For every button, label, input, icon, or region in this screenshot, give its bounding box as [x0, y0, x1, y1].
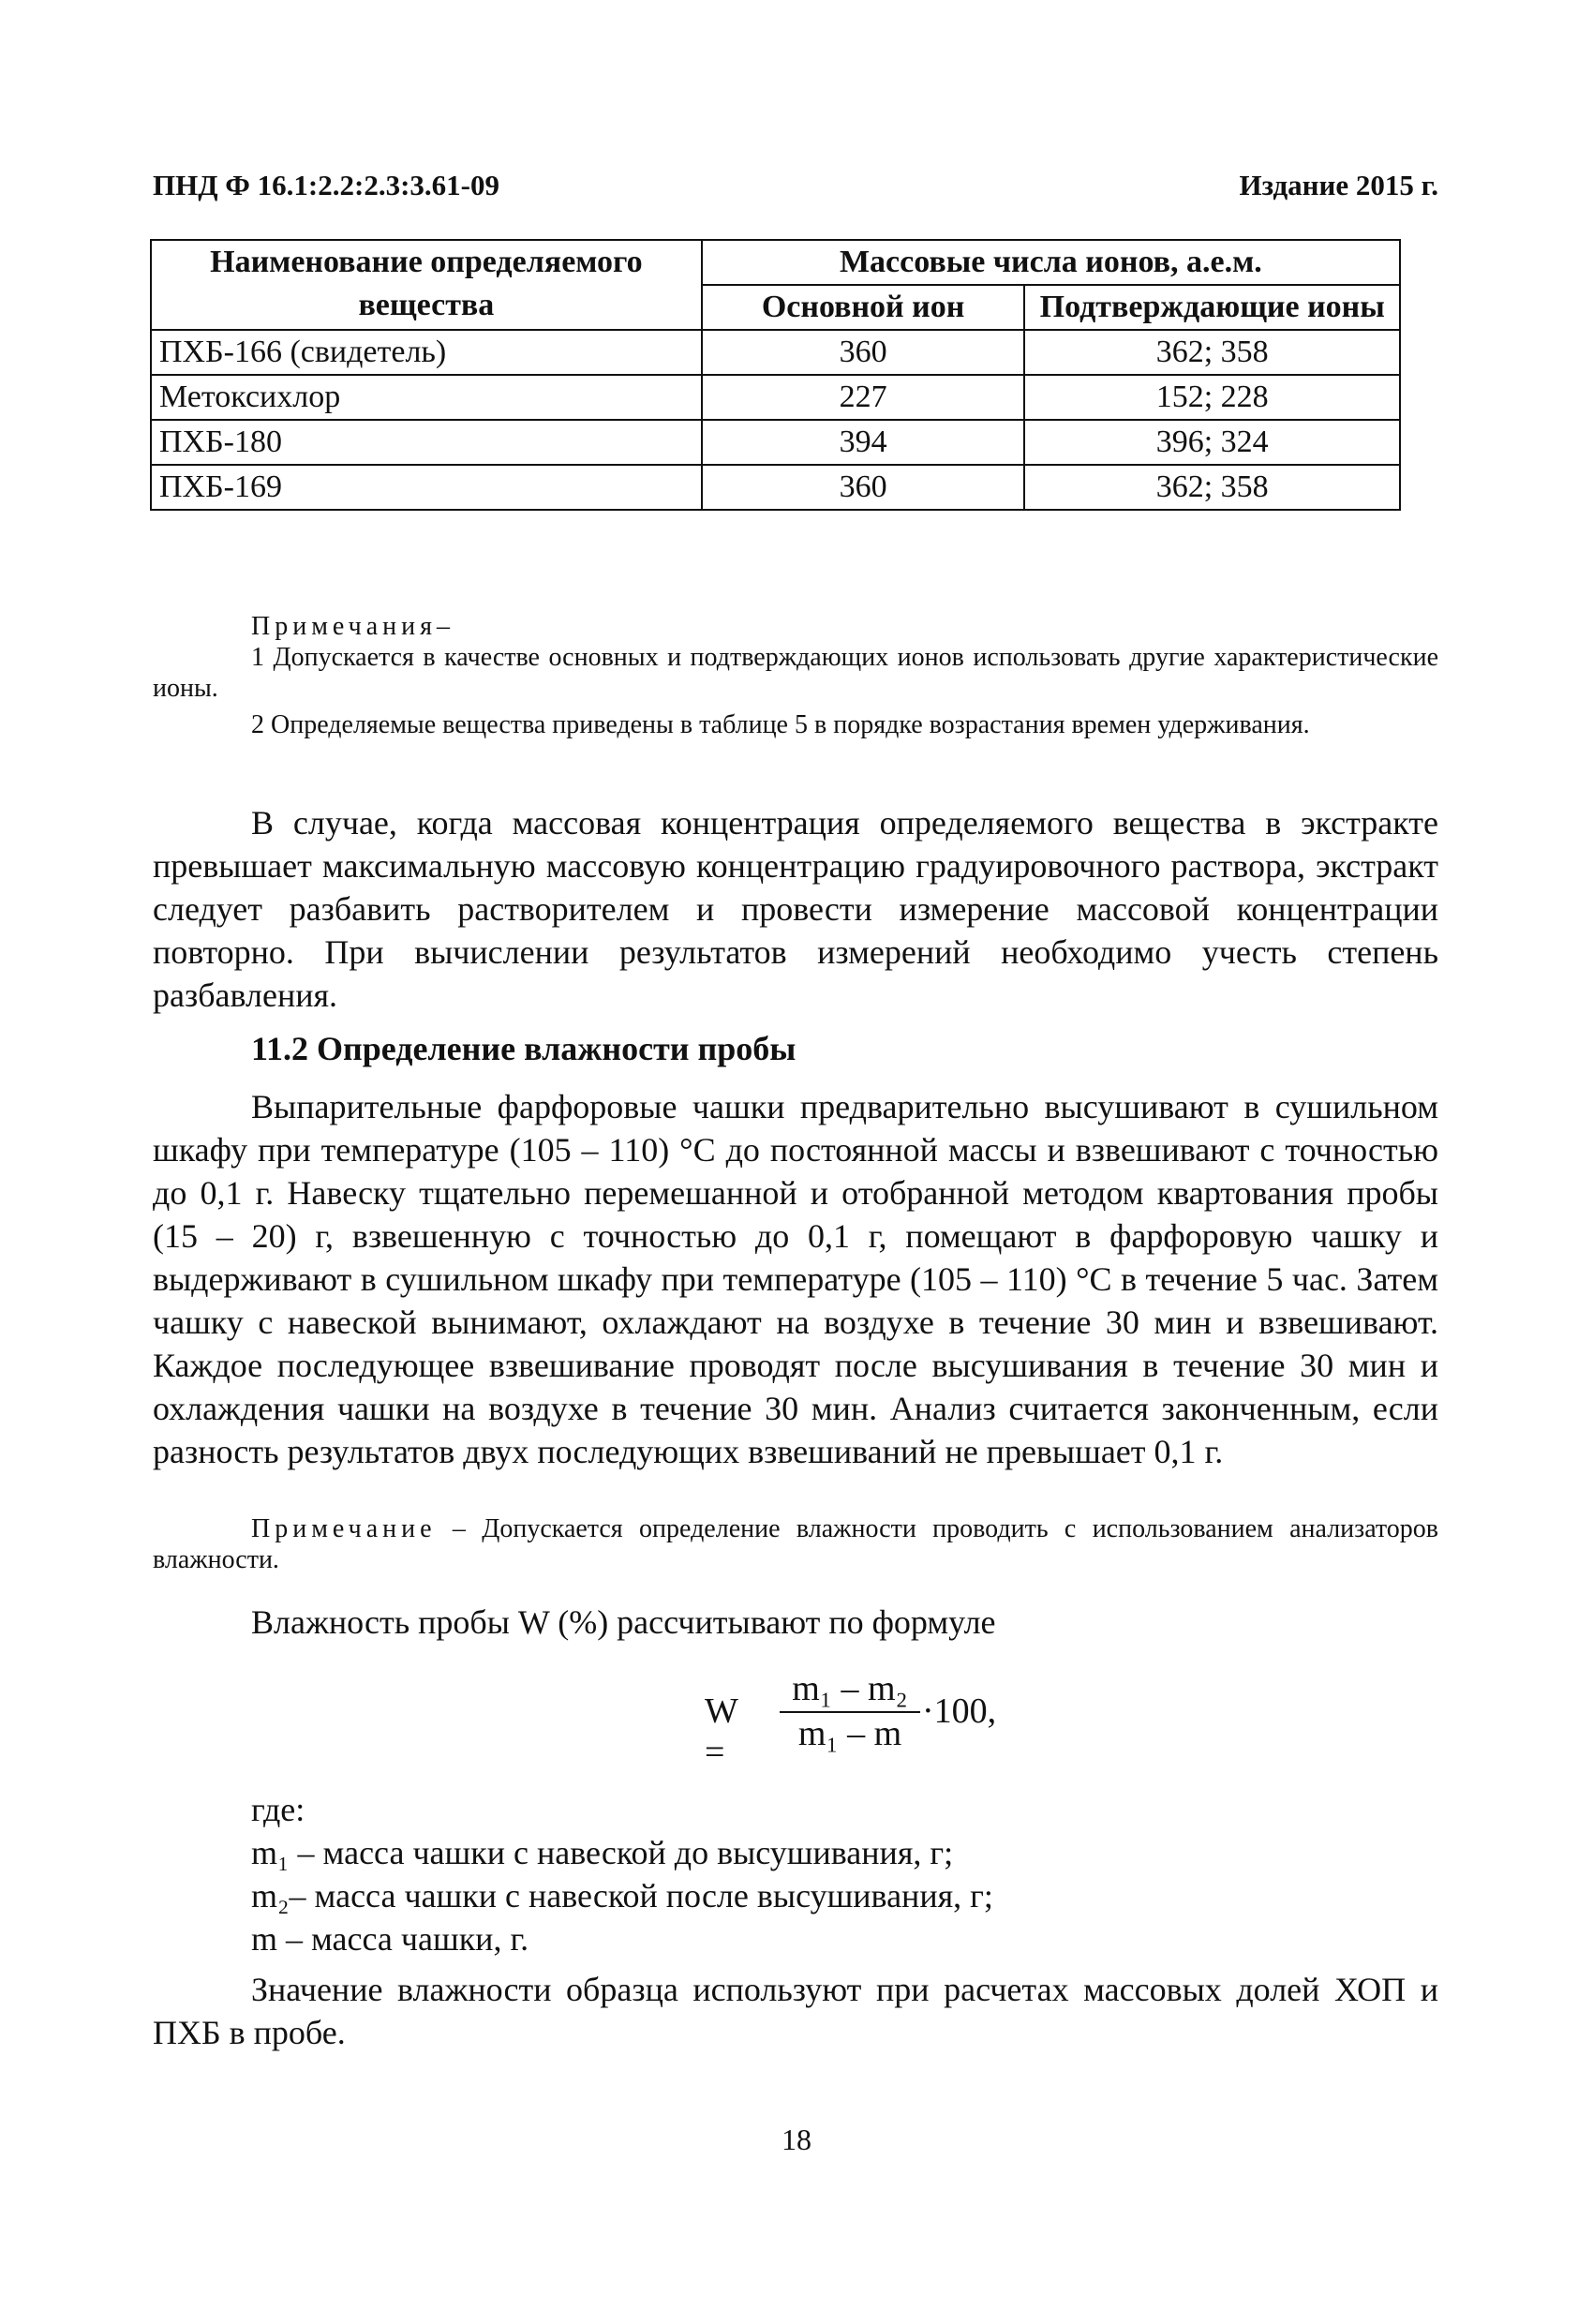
- moisture-note-text: – Допускается определение влажности проводить с использованием анализаторов влажности.: [153, 1514, 1438, 1574]
- mass-ions-table: [150, 239, 1401, 511]
- cell-main-ion: 227: [702, 375, 1025, 420]
- header-confirming-ions: Подтверждающие ионы: [1024, 285, 1400, 330]
- cell-confirming-ions: 362; 358: [1024, 465, 1400, 510]
- legend-label: где:: [251, 1791, 305, 1828]
- paragraph-final: Значение влажности образца используют при расчетах массовых долей ХОП и ПХБ в пробе.: [153, 1971, 1438, 2051]
- formula-intro: Влажность пробы W (%) рассчитывают по формуле: [251, 1603, 996, 1641]
- table-row: [151, 375, 1400, 420]
- legend-m: m – масса чашки, г.: [251, 1920, 529, 1958]
- table-row: [151, 420, 1400, 465]
- formula-denominator: m₁ – m: [797, 1714, 902, 1753]
- cell-main-ion: 360: [702, 330, 1025, 375]
- formula-lhs: W =: [705, 1691, 738, 1772]
- header-substance-name: Наименование определяемого вещества: [151, 240, 702, 330]
- note-1: 1 Допускается в качестве основных и подтверждающих ионов использовать другие характеристические ионы.: [153, 643, 1438, 703]
- legend-m1: m₁ – масса чашки с навеской до высушивания, г;: [251, 1834, 954, 1871]
- cell-substance: Метоксихлор: [151, 375, 702, 420]
- edition-label: Издание 2015 г.: [1239, 169, 1438, 201]
- cell-confirming-ions: 152; 228: [1024, 375, 1400, 420]
- cell-confirming-ions: 396; 324: [1024, 420, 1400, 465]
- header-main-ion: Основной ион: [702, 285, 1025, 330]
- formula-rhs: ·100,: [922, 1691, 997, 1731]
- cell-main-ion: 360: [702, 465, 1025, 510]
- formula-legend: [251, 1788, 993, 1960]
- moisture-note: [153, 1513, 1438, 1575]
- cell-substance: ПХБ-180: [151, 420, 702, 465]
- cell-substance: ПХБ-169: [151, 465, 702, 510]
- legend-m2: m₂– масса чашки с навеской после высушивания, г;: [251, 1877, 993, 1914]
- formula-numerator: m₁ – m₂: [780, 1668, 920, 1713]
- paragraph-dilution: В случае, когда массовая концентрация определяемого вещества в экстракте превышает максимальную массовую концентрацию градуировочного раствора, экстракт следует разбавить растворителем и провести измерение массовой концентрации повторно. При вычислении результатов измерений необходимо учесть степень разбавления.: [153, 804, 1438, 1014]
- section-heading: 11.2 Определение влажности пробы: [251, 1030, 796, 1067]
- cell-confirming-ions: 362; 358: [1024, 330, 1400, 375]
- moisture-note-title: Примечание: [251, 1514, 437, 1543]
- formula-fraction: [780, 1668, 920, 1754]
- document-code: ПНД Ф 16.1:2.2:2.3:3.61-09: [153, 169, 499, 201]
- notes-title: Примечания–: [251, 612, 455, 641]
- header-mass-numbers: Массовые числа ионов, а.е.м.: [702, 240, 1400, 285]
- page-number: 18: [782, 2123, 811, 2156]
- table-row: [151, 465, 1400, 510]
- note-2: 2 Определяемые вещества приведены в таблице 5 в порядке возрастания времен удерживания.: [251, 710, 1310, 739]
- paragraph-moisture-method: Выпарительные фарфоровые чашки предварительно высушивают в сушильном шкафу при температуре (105 – 110) °С до постоянной массы и взвешивают с точностью до 0,1 г. Навеску тщательно перемешанной и отобранной методом квартования пробы (15 – 20) г, взвешенную с точностью до 0,1 г, помещают в фарфоровую чашку и выдерживают в сушильном шкафу при температуре (105 – 110) °С в течение 5 час. Затем чашку с навеской вынимают, охлаждают на воздухе в течение 30 мин и взвешивают. Каждое последующее взвешивание проводят после высушивания в течение 30 мин и охлаждения чашки на воздухе в течение 30 мин. Анализ считается законченным, если разность результатов двух последующих взвешиваний не превышает 0,1 г.: [153, 1088, 1438, 1470]
- table-row: [151, 330, 1400, 375]
- cell-main-ion: 394: [702, 420, 1025, 465]
- cell-substance: ПХБ-166 (свидетель): [151, 330, 702, 375]
- table-notes: [153, 611, 1438, 740]
- table-header-row: [151, 240, 1400, 285]
